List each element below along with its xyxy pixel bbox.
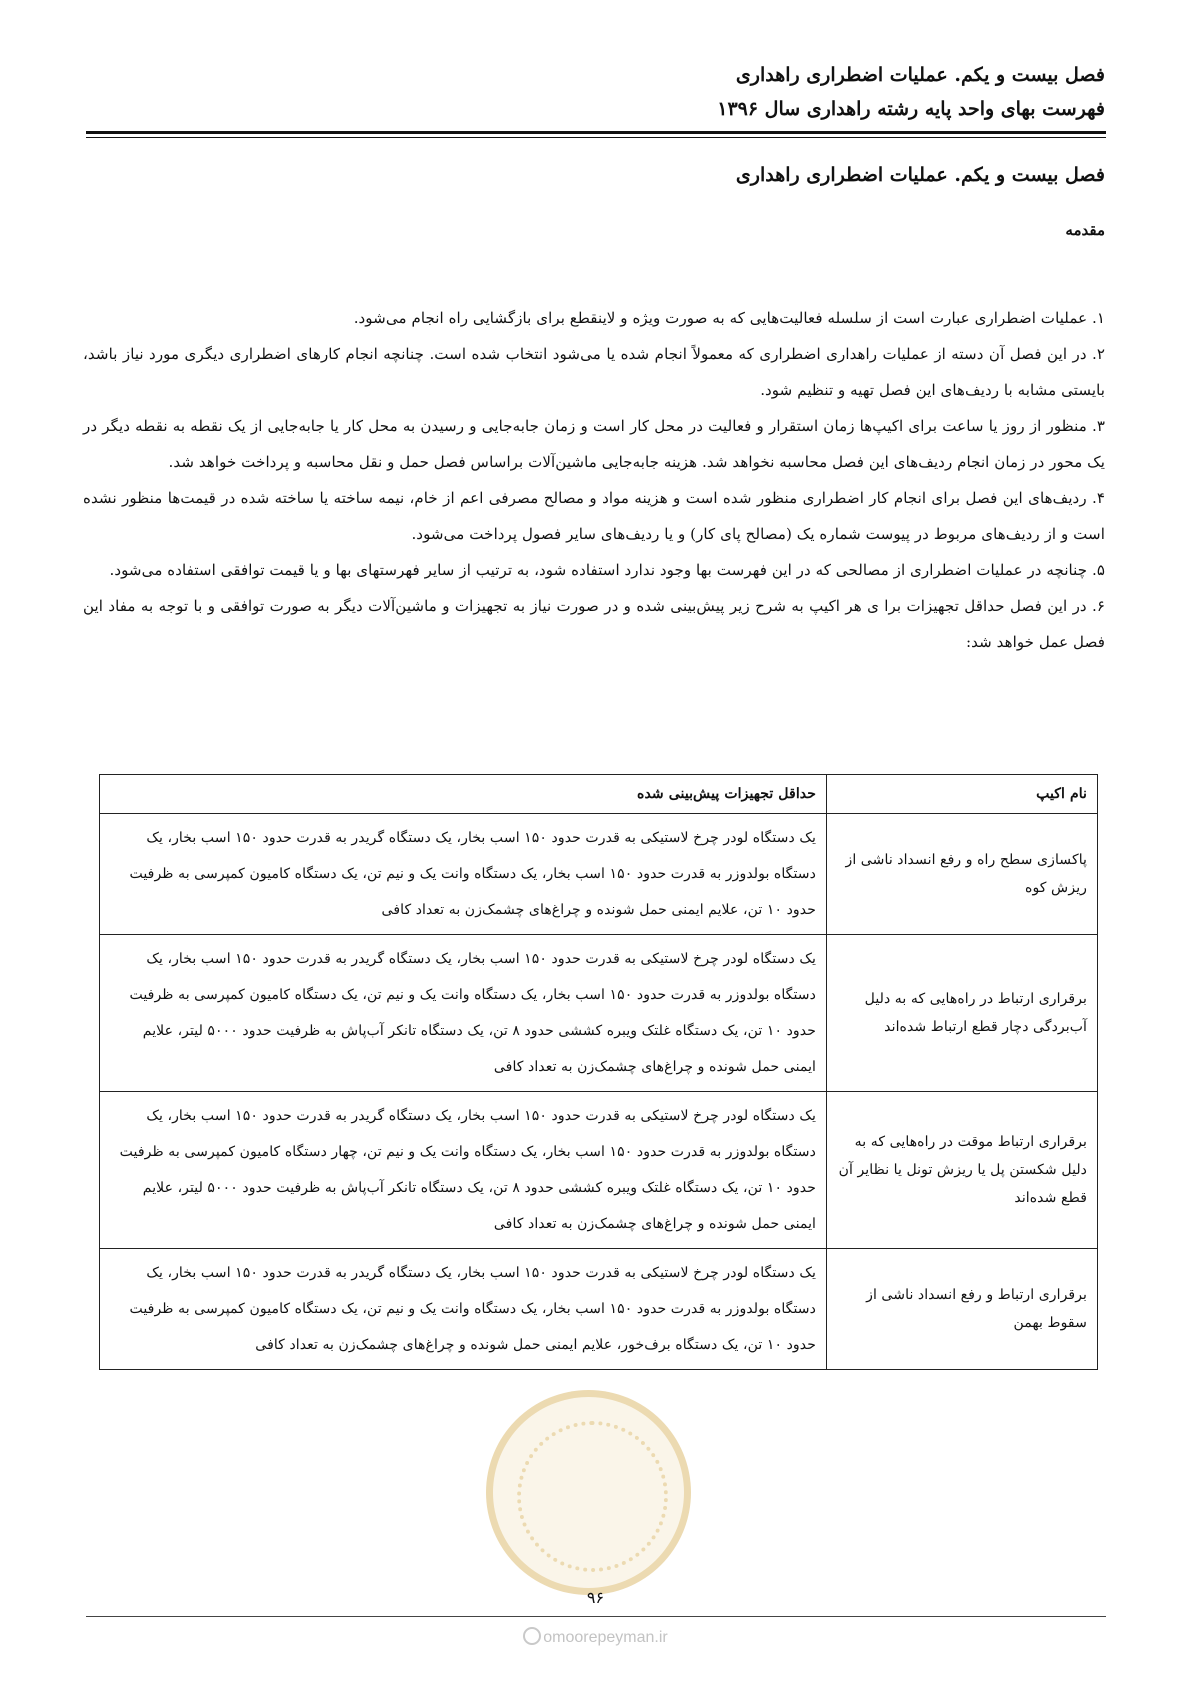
team-name-cell: برقراری ارتباط در راه‌هایی که به دلیل آب‌بردگی دچار قطع ارتباط شده‌اند	[827, 935, 1098, 1092]
team-name-cell: برقراری ارتباط موقت در راه‌هایی که به دلیل شکستن پل یا ریزش تونل یا نظایر آن قطع شده‌اند	[827, 1092, 1098, 1249]
paragraph: ۴. ردیف‌های این فصل برای انجام کار اضطراری منظور شده است و هزینه مواد و مصالح مصرفی اعم از خام، نیمه ساخته یا ساخته شده در قیمت‌ها منظور نشده است و از ردیف‌های مربوط در پیوست شماره یک (مصالح پای کار) و یا ردیف‌های سایر فصول پرداخت می‌شود.	[83, 489, 1105, 543]
column-header-team-name: نام اکیپ	[827, 775, 1098, 814]
intro-heading: مقدمه	[1065, 221, 1105, 239]
team-name-cell: برقراری ارتباط و رفع انسداد ناشی از سقوط بهمن	[827, 1249, 1098, 1370]
chapter-title: فصل بیست و یکم. عملیات اضطراری راهداری	[735, 164, 1105, 186]
site-watermark	[0, 1627, 1191, 1647]
paragraph: ۳. منظور از روز یا ساعت برای اکیپ‌ها زمان استقرار و فعالیت در محل کار است و زمان جابه‌جایی و رسیدن به محل کار یا جابه‌جایی از یک نقطه به نقطه دیگر در یک محور در زمان انجام ردیف‌های این فصل محاسبه نخواهد شد. هزینه جابه‌جایی ماشین‌آلات براساس فصل حمل و نقل محاسبه و پرداخت خواهد شد.	[83, 417, 1105, 471]
header-chapter-line: فصل بیست و یکم. عملیات اضطراری راهداری	[735, 64, 1105, 86]
paragraph: ۵. چنانچه در عملیات اضطراری از مصالحی که در این فهرست بها وجود ندارد استفاده شود، به ترتیب از سایر فهرستهای بها و یا قیمت توافقی استفاده می‌شود.	[109, 561, 1105, 579]
equipment-cell: یک دستگاه لودر چرخ لاستیکی به قدرت حدود ۱۵۰ اسب بخار، یک دستگاه گریدر به قدرت حدود ۱۵۰ اسب بخار، یک دستگاه بولدوزر به قدرت حدود ۱۵۰ اسب بخار، یک دستگاه وانت یک و نیم تن، یک دستگاه کامیون کمپرسی به ظرفیت حدود ۱۰ تن، یک دستگاه غلتک ویبره کششی حدود ۸ تن، یک دستگاه تانکر آب‌پاش به ظرفیت حدود ۵۰۰۰ لیتر، علایم ایمنی حمل شونده و چراغ‌های چشمک‌زن به تعداد کافی	[100, 935, 827, 1092]
at-sign-icon	[523, 1627, 541, 1645]
paragraph: ۱. عملیات اضطراری عبارت است از سلسله فعالیت‌هایی که به صورت ویژه و لاینقطع برای بازگشایی راه انجام می‌شود.	[353, 309, 1105, 327]
paragraph: ۲. در این فصل آن دسته از عملیات راهداری اضطراری که معمولاً انجام شده یا می‌شود انتخاب شده است. چنانچه انجام کارهای اضطراری دیگری مورد نیاز باشد، بایستی مشابه با ردیف‌های این فصل تهیه و تنظیم شود.	[83, 345, 1105, 399]
table-row	[100, 935, 1098, 1092]
equipment-cell: یک دستگاه لودر چرخ لاستیکی به قدرت حدود ۱۵۰ اسب بخار، یک دستگاه گریدر به قدرت حدود ۱۵۰ اسب بخار، یک دستگاه بولدوزر به قدرت حدود ۱۵۰ اسب بخار، یک دستگاه وانت یک و نیم تن، چهار دستگاه کامیون کمپرسی به ظرفیت حدود ۱۰ تن، یک دستگاه غلتک ویبره کششی حدود ۸ تن، یک دستگاه تانکر آب‌پاش به ظرفیت حدود ۵۰۰۰ لیتر، علایم ایمنی حمل شونده و چراغ‌های چشمک‌زن به تعداد کافی	[100, 1092, 827, 1249]
seal-stamp-watermark	[486, 1390, 691, 1595]
equipment-cell: یک دستگاه لودر چرخ لاستیکی به قدرت حدود ۱۵۰ اسب بخار، یک دستگاه گریدر به قدرت حدود ۱۵۰ اسب بخار، یک دستگاه بولدوزر به قدرت حدود ۱۵۰ اسب بخار، یک دستگاه وانت یک و نیم تن، یک دستگاه کامیون کمپرسی به ظرفیت حدود ۱۰ تن، یک دستگاه برف‌خور، علایم ایمنی حمل شونده و چراغ‌های چشمک‌زن به تعداد کافی	[100, 1249, 827, 1370]
team-equipment-table	[99, 774, 1098, 1370]
column-header-equipment: حداقل تجهیزات پیش‌بینی شده	[100, 775, 827, 814]
seal-inner-ring	[517, 1421, 668, 1572]
header-catalog-line: فهرست بهای واحد پایه رشته راهداری سال ۱۳۹۶	[717, 98, 1105, 120]
page-number: ۹۶	[586, 1588, 605, 1607]
header-rule-thick	[86, 131, 1106, 134]
table-row	[100, 1249, 1098, 1370]
watermark-text: omoorepeyman.ir	[543, 1629, 668, 1646]
footer-rule	[86, 1616, 1106, 1617]
table-header-row	[100, 775, 1098, 814]
team-name-cell: پاکسازی سطح راه و رفع انسداد ناشی از ریزش کوه	[827, 814, 1098, 935]
table-row	[100, 814, 1098, 935]
table-row	[100, 1092, 1098, 1249]
paragraph: ۶. در این فصل حداقل تجهیزات برا ی هر اکیپ به شرح زیر پیش‌بینی شده و در صورت نیاز به تجهیزات و ماشین‌آلات دیگر به صورت توافقی و با توجه به مفاد این فصل عمل خواهد شد:	[83, 597, 1105, 651]
running-header	[85, 58, 1105, 126]
equipment-cell: یک دستگاه لودر چرخ لاستیکی به قدرت حدود ۱۵۰ اسب بخار، یک دستگاه گریدر به قدرت حدود ۱۵۰ اسب بخار، یک دستگاه بولدوزر به قدرت حدود ۱۵۰ اسب بخار، یک دستگاه وانت یک و نیم تن، یک دستگاه کامیون کمپرسی به ظرفیت حدود ۱۰ تن، علایم ایمنی حمل شونده و چراغ‌های چشمک‌زن به تعداد کافی	[100, 814, 827, 935]
header-rule-thin	[86, 137, 1106, 138]
intro-paragraphs	[83, 300, 1105, 660]
